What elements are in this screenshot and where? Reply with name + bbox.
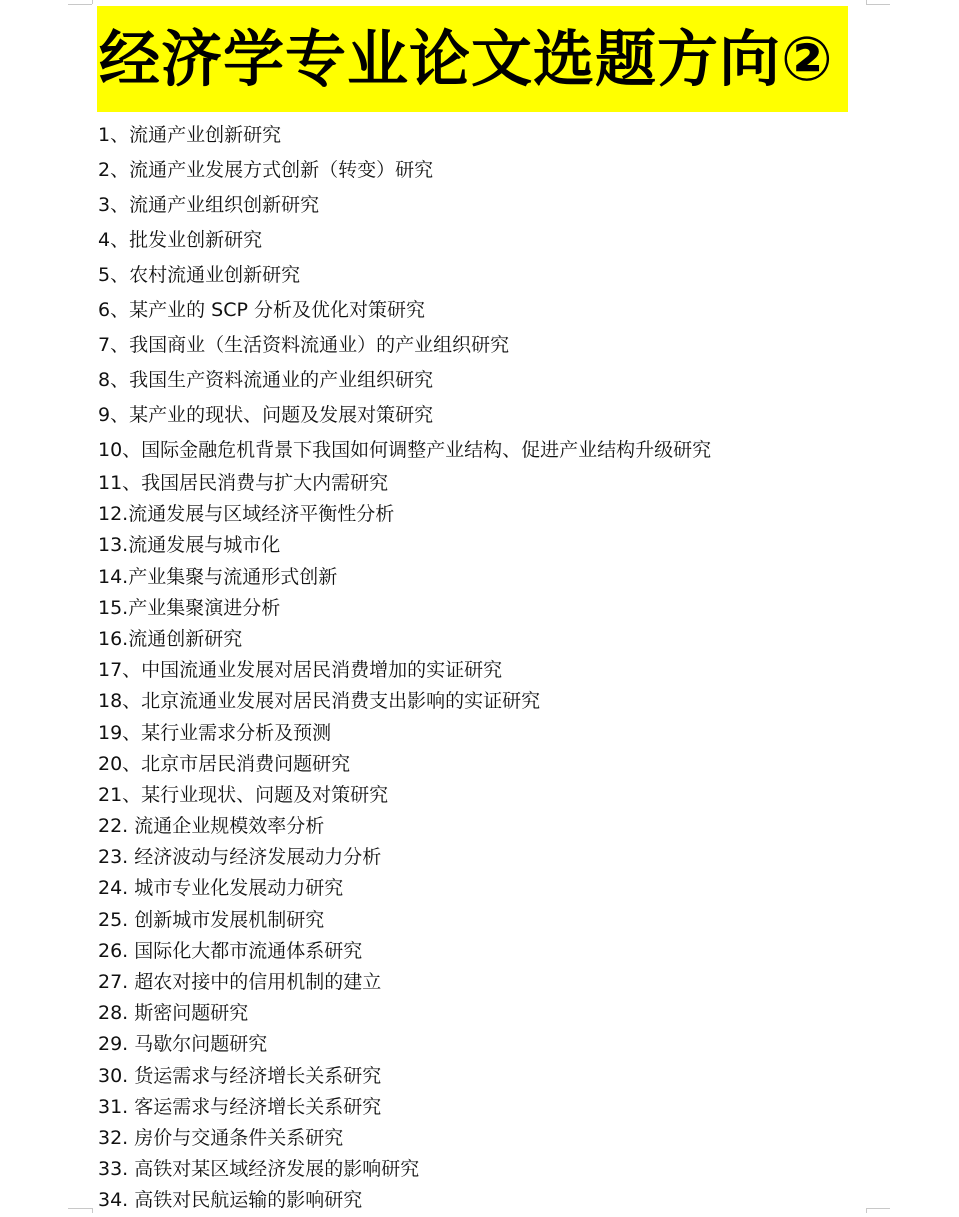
topic-item: 7、我国商业（生活资料流通业）的产业组织研究 — [98, 334, 510, 356]
crop-mark-bottom-right-h — [866, 1208, 890, 1209]
topic-item: 6、某产业的 SCP 分析及优化对策研究 — [98, 299, 425, 321]
topic-item: 2、流通产业发展方式创新（转变）研究 — [98, 159, 434, 181]
crop-mark-top-right-v — [866, 0, 867, 4]
topic-item: 24. 城市专业化发展动力研究 — [98, 877, 344, 900]
topic-list — [98, 118, 858, 1217]
crop-mark-bottom-left-h — [68, 1208, 92, 1209]
topic-item: 17、中国流通业发展对居民消费增加的实证研究 — [98, 659, 503, 682]
topic-item: 15.产业集聚演进分析 — [98, 596, 281, 619]
topic-item: 27. 超农对接中的信用机制的建立 — [98, 971, 382, 993]
topic-item: 18、北京流通业发展对居民消费支出影响的实证研究 — [98, 690, 541, 713]
topic-item: 12.流通发展与区域经济平衡性分析 — [98, 503, 395, 526]
topic-item: 21、某行业现状、问题及对策研究 — [98, 783, 389, 806]
crop-mark-top-left-h — [68, 4, 92, 5]
topic-item: 1、流通产业创新研究 — [98, 124, 282, 146]
topic-item: 31. 客运需求与经济增长关系研究 — [98, 1095, 382, 1118]
topic-item: 4、批发业创新研究 — [98, 229, 263, 251]
topic-item: 22. 流通企业规模效率分析 — [98, 815, 325, 838]
topic-item: 13.流通发展与城市化 — [98, 534, 281, 557]
crop-mark-top-right-h — [866, 4, 890, 5]
topic-item: 9、某产业的现状、问题及发展对策研究 — [98, 404, 434, 426]
topic-item: 5、农村流通业创新研究 — [98, 264, 301, 286]
topic-item: 16.流通创新研究 — [98, 627, 243, 650]
topic-item: 20、北京市居民消费问题研究 — [98, 752, 351, 775]
topic-item: 29. 马歇尔问题研究 — [98, 1033, 268, 1056]
topic-item: 30. 货运需求与经济增长关系研究 — [98, 1064, 382, 1087]
topic-item: 26. 国际化大都市流通体系研究 — [98, 939, 363, 962]
crop-mark-bottom-left-v — [92, 1208, 93, 1213]
topic-item: 11、我国居民消费与扩大内需研究 — [98, 472, 389, 494]
topic-item: 25. 创新城市发展机制研究 — [98, 908, 325, 931]
crop-mark-bottom-right-v — [866, 1208, 867, 1213]
topic-item: 32. 房价与交通条件关系研究 — [98, 1126, 344, 1149]
topic-item: 19、某行业需求分析及预测 — [98, 721, 332, 744]
page-title: 经济学专业论文选题方向② — [99, 23, 834, 95]
topic-item: 28. 斯密问题研究 — [98, 1002, 249, 1025]
title-highlight — [97, 6, 848, 112]
topic-item: 23. 经济波动与经济发展动力分析 — [98, 846, 382, 869]
crop-mark-top-left-v — [92, 0, 93, 4]
topic-item: 10、国际金融危机背景下我国如何调整产业结构、促进产业结构升级研究 — [98, 439, 712, 461]
topic-item: 33. 高铁对某区域经济发展的影响研究 — [98, 1158, 420, 1181]
topic-item: 3、流通产业组织创新研究 — [98, 194, 320, 216]
topic-item: 14.产业集聚与流通形式创新 — [98, 565, 338, 588]
topic-item: 8、我国生产资料流通业的产业组织研究 — [98, 369, 434, 391]
topic-item: 34. 高铁对民航运输的影响研究 — [98, 1189, 363, 1212]
